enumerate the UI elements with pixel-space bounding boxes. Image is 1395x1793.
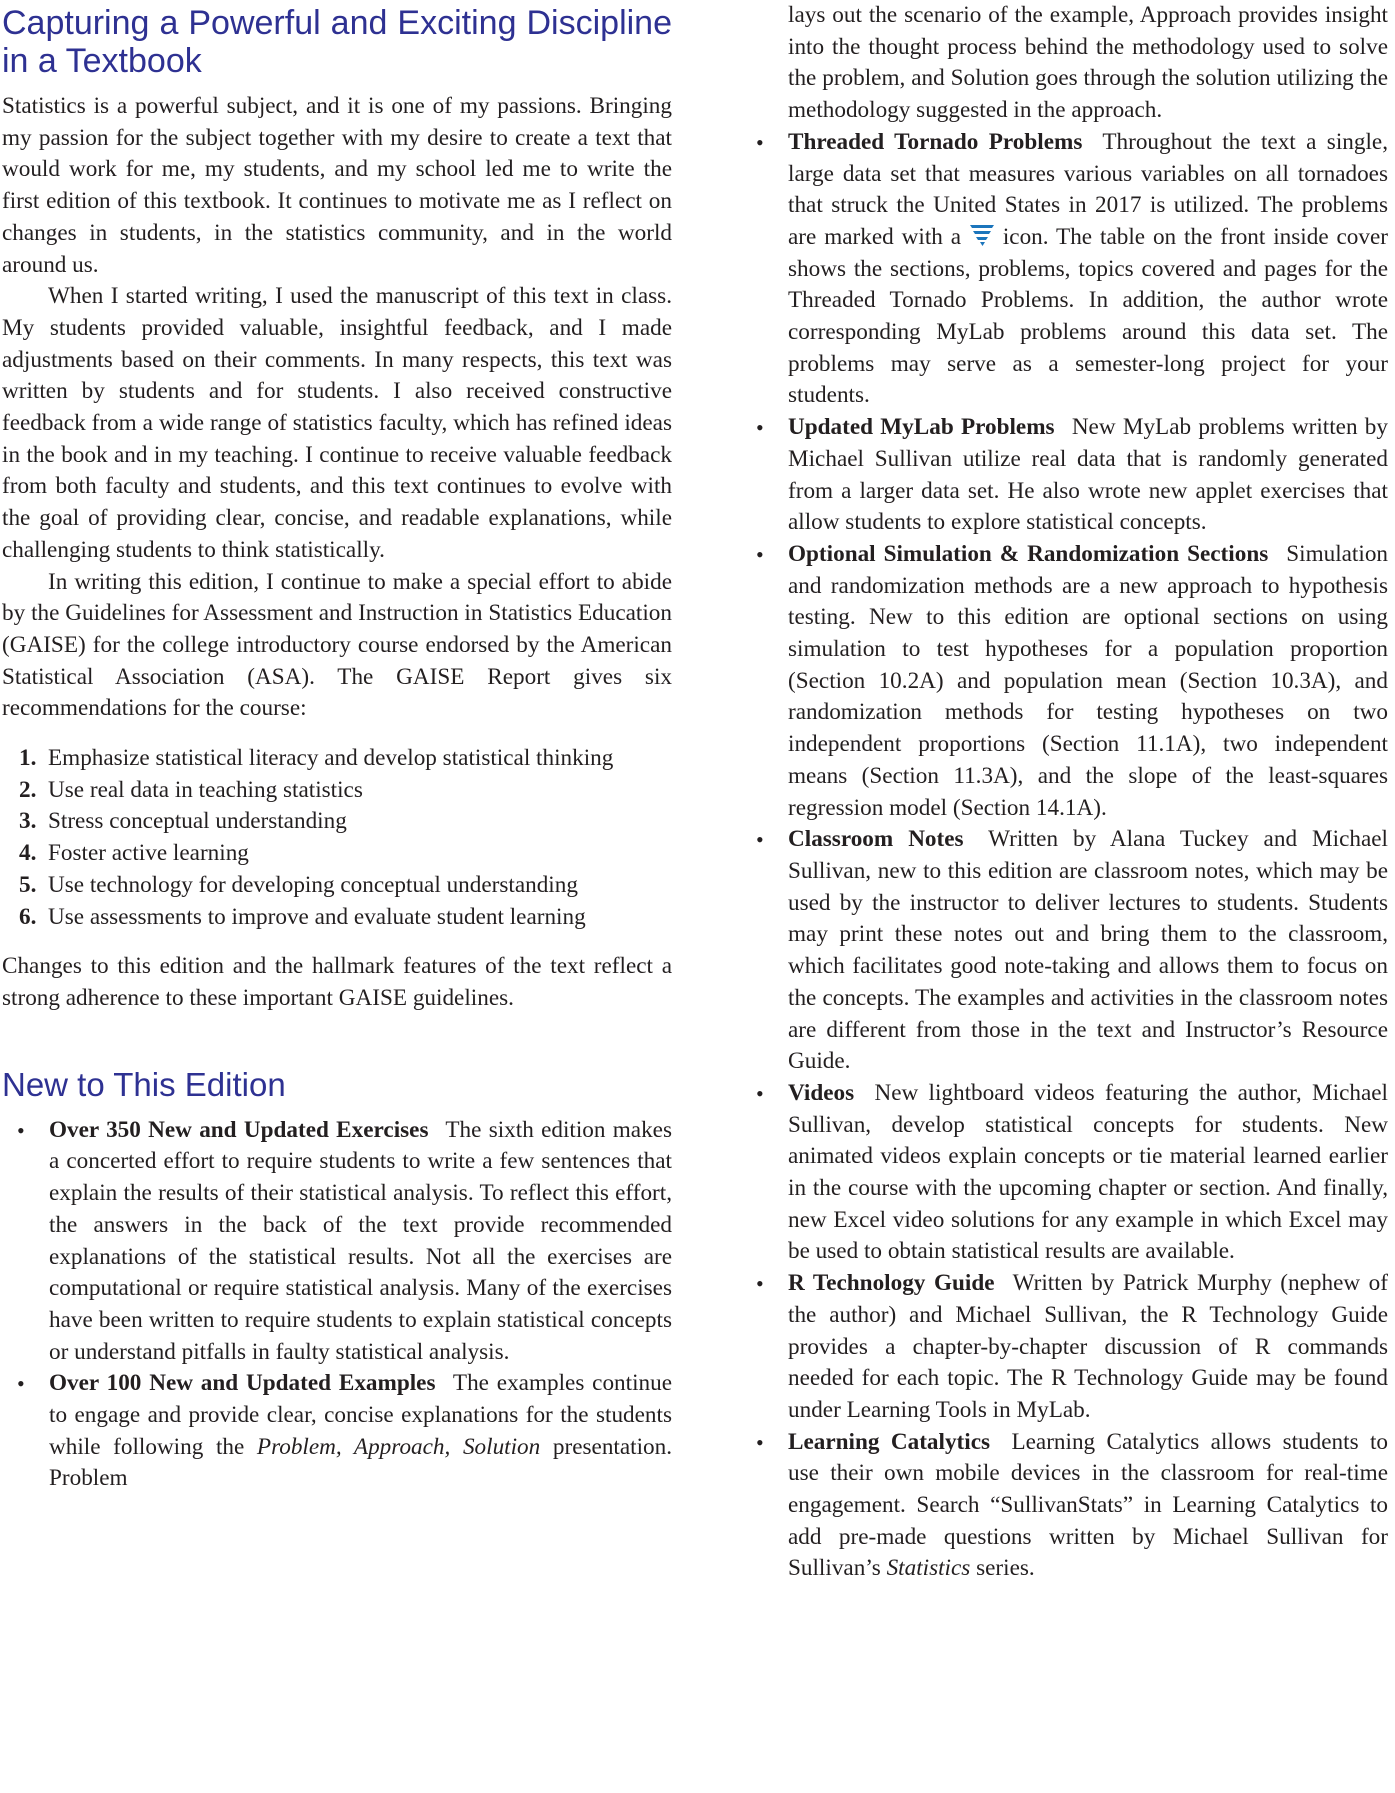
feature-title: Videos	[788, 1079, 855, 1106]
list-item	[741, 824, 1388, 1078]
feature-text-italic: Problem, Approach, Solution	[256, 1433, 541, 1460]
list-item: 4. Foster active learning	[19, 840, 249, 867]
feature-text: Written by Patrick Murphy (nephew of the author) and Michael Sullivan, the R Technology Guide provides a chapter-by-chapter discussion of R commands needed for each topic. The R Technology Guide may be found under Learning Tools in MyLab.	[788, 1270, 1388, 1423]
feature-title: Optional Simulation & Randomization Sections	[788, 540, 1269, 567]
feature-text: The sixth edition makes a concerted effort to require students to write a few sentences that explain the results of their statistical analysis. To reflect this effort, the answers in the back of the text provide recommended explanations of the statistical results. Not all the exercises are computational or require statistical analysis. Many of the exercises have been written to require students to explain statistical concepts or understand pitfalls in faulty statistical analysis.	[49, 1116, 672, 1365]
feature-text: icon. The table on the front inside cover shows the sections, problems, topics covered and pages for the Threaded Tornado Problems. In addition, the author wrote corresponding MyLab problems around this data set. The problems may serve as a semester-long project for your students.	[788, 223, 1389, 409]
list-item	[2, 1115, 672, 1369]
list-item	[2, 1368, 672, 1495]
list-item: 6. Use assessments to improve and evaluate student learning	[19, 903, 586, 930]
feature-text: Simulation and randomization methods are a new approach to hypothesis testing. New to this edition are optional sections on using simulation to test hypotheses for a population proportion (Section 10.2A) and population mean (Section 10.3A), and randomization methods for testing hypotheses on two independent proportions (Section 11.1A), two independent means (Section 11.3A), and the slope of the least-squares regression model (Section 14.1A).	[788, 540, 1389, 821]
continuation-paragraph: lays out the scenario of the example, Approach provides insight into the thought process behind the methodology used to solve the problem, and Solution goes through the solution utilizing the methodology suggested in the approach.	[788, 2, 1388, 124]
paragraph-manuscript: When I started writing, I used the manuscript of this text in class. My students provided valuable, insightful feedback, and I made adjustments based on their comments. In many respects, this text was written by students and for students. I also received constructive feedback from a wide range of statistics faculty, which has refined ideas in the book and in my teaching. I continue to receive valuable feedback from both faculty and students, and this text continues to evolve with the goal of providing clear, concise, and readable explanations, while challenging students to think statistically.	[2, 283, 672, 563]
left-column	[2, 0, 672, 1495]
list-item: 3. Stress conceptual understanding	[19, 808, 347, 835]
list-item	[741, 1078, 1388, 1268]
list-item	[741, 412, 1388, 539]
intro-paragraph: Statistics is a powerful subject, and it is one of my passions. Bringing my passion for the subject together with my desire to create a text that would work for me, my students, and my school led me to write the first edition of this textbook. It continues to motivate me as I reflect on changes in students, in the statistics community, and in the world around us.	[2, 93, 672, 278]
list-item: 5. Use technology for developing conceptual understanding	[19, 871, 578, 898]
feature-text: New MyLab problems written by Michael Sullivan utilize real data that is randomly generated from a larger data set. He also wrote new applet exercises that allow students to explore statistical concepts.	[788, 414, 1388, 536]
list-item	[741, 1268, 1388, 1427]
paragraph-changes: Changes to this edition and the hallmark features of the text reflect a strong adherence to these important GAISE guidelines.	[2, 953, 672, 1011]
feature-text-italic: Statistics	[886, 1555, 971, 1582]
feature-list-right	[741, 127, 1388, 1585]
gaise-list	[2, 743, 672, 933]
bullet-icon: •	[756, 541, 764, 567]
list-item: 2. Use real data in teaching statistics	[19, 776, 363, 803]
section-heading-new-edition: New to This Edition	[2, 1065, 286, 1103]
bullet-icon: •	[756, 1271, 764, 1297]
bullet-icon: •	[756, 827, 764, 853]
feature-list-left	[2, 1115, 672, 1495]
feature-title: R Technology Guide	[788, 1270, 995, 1297]
list-item	[741, 127, 1388, 412]
feature-text: presentation. Problem	[49, 1433, 673, 1492]
list-item	[741, 1427, 1388, 1586]
bullet-icon: •	[756, 129, 764, 155]
right-column	[741, 0, 1388, 1585]
paragraph-gaise: In writing this edition, I continue to make a special effort to abide by the Guidelines for Assessment and Instruction in Statistics Education (GAISE) for the college introductory course endorsed by the American Statistical Association (ASA). The GAISE Report gives six recommendations for the course:	[2, 568, 672, 722]
list-item: 1. Emphasize statistical literacy and develop statistical thinking	[19, 745, 614, 772]
feature-title: Threaded Tornado Problems	[788, 128, 1083, 155]
feature-text: series.	[976, 1555, 1035, 1582]
feature-text: New lightboard videos featuring the author, Michael Sullivan, develop statistical concepts for students. New animated videos explain concepts or tie material learned earlier in the course with the upcoming chapter or section. And finally, new Excel video solutions for any example in which Excel may be used to obtain statistical results are available.	[788, 1079, 1389, 1265]
bullet-icon: •	[756, 415, 764, 441]
feature-title: Updated MyLab Problems	[788, 414, 1055, 441]
feature-text: The examples continue to engage and provide clear, concise explanations for the students while following the	[49, 1370, 672, 1460]
feature-text: Throughout the text a single, large data set that measures various variables on all tornadoes that struck the United States in 2017 is utilized. The problems are marked with a	[788, 128, 1388, 250]
feature-title: Learning Catalytics	[788, 1428, 991, 1455]
bullet-icon: •	[17, 1371, 25, 1397]
feature-title: Over 100 New and Updated Examples	[49, 1370, 436, 1397]
feature-title: Over 350 New and Updated Exercises	[49, 1116, 429, 1143]
bullet-icon: •	[17, 1117, 25, 1143]
feature-title: Classroom Notes	[788, 826, 964, 853]
feature-text: Written by Alana Tuckey and Michael Sullivan, new to this edition are classroom notes, which may be used by the instructor to deliver lectures to students. Students may print these notes out and bring them to the classroom, which facilitates good note-taking and allows them to focus on the concepts. The examples and activities in the classroom notes are different from those in the text and Instructor’s Resource Guide.	[788, 826, 1388, 1075]
tornado-icon	[969, 222, 995, 246]
list-item	[741, 539, 1388, 824]
bullet-icon: •	[756, 1429, 764, 1455]
section-heading-capturing: Capturing a Powerful and Exciting Discipline in a Textbook	[2, 4, 672, 80]
feature-text: Learning Catalytics allows students to use their own mobile devices in the classroom for real-time engagement. Search “SullivanStats” in Learning Catalytics to add pre-made questions written by Michael Sullivan for Sullivan’s	[788, 1428, 1389, 1582]
bullet-icon: •	[756, 1080, 764, 1106]
